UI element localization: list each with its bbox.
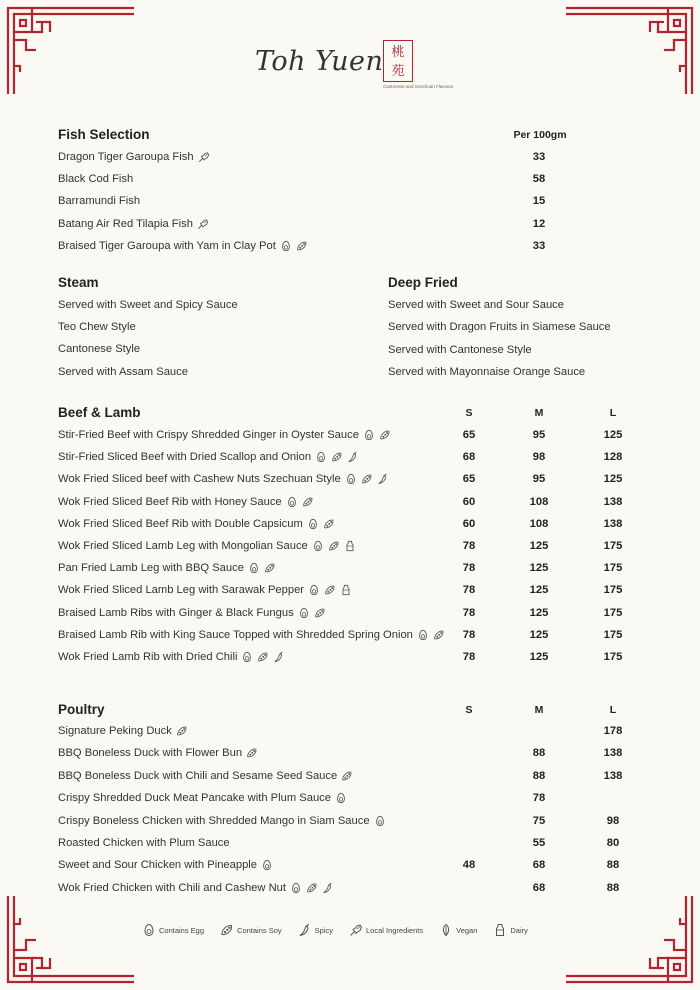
price-medium: 88	[532, 770, 546, 782]
dish-name-cell	[58, 540, 356, 552]
beef-row	[58, 629, 648, 651]
dish-name-cell	[58, 496, 314, 508]
price-large: 138	[603, 770, 623, 782]
egg-icon	[142, 923, 156, 937]
price-medium: 75	[532, 815, 546, 827]
legend-label: Contains Soy	[237, 925, 282, 935]
corner-ornament-top-left	[6, 6, 136, 96]
soy-icon	[379, 429, 391, 441]
dish-name: Wok Fried Lamb Rib with Dried Chili	[58, 651, 238, 663]
soy-icon	[257, 651, 269, 663]
egg-icon	[241, 651, 253, 663]
egg-icon	[290, 882, 302, 894]
legend-item	[493, 923, 528, 937]
dish-name: Signature Peking Duck	[58, 725, 172, 737]
beef-row	[58, 518, 648, 540]
price-per-100g: 33	[532, 151, 546, 163]
dish-name: Wok Fried Sliced Beef Rib with Honey Sauce	[58, 496, 282, 508]
soy-icon	[302, 496, 314, 508]
dish-name: Wok Fried Chicken with Chili and Cashew Nut	[58, 882, 286, 894]
price-small: 78	[462, 629, 476, 641]
legend-item	[298, 923, 333, 937]
price-medium: 95	[532, 473, 546, 485]
dish-name: Barramundi Fish	[58, 195, 141, 207]
poultry-header-m: M	[534, 704, 544, 716]
price-medium: 125	[529, 562, 549, 574]
section-title-poultry: Poultry	[58, 702, 105, 717]
price-per-100g: 15	[532, 195, 546, 207]
dish-name-cell	[58, 837, 230, 849]
dairy-icon	[493, 923, 507, 937]
beef-row	[58, 496, 648, 518]
brand-logo	[255, 40, 454, 98]
price-large: 80	[606, 837, 620, 849]
soy-icon	[220, 923, 234, 937]
dish-name-cell	[58, 195, 140, 207]
poultry-row	[58, 792, 648, 814]
section-title-deep-fried: Deep Fried	[388, 275, 458, 290]
beef-header-l: L	[609, 407, 617, 419]
soy-icon	[324, 584, 336, 596]
price-small: 78	[462, 651, 476, 663]
price-small: 78	[462, 607, 476, 619]
poultry-row	[58, 882, 648, 904]
corner-ornament-bottom-right	[564, 894, 694, 984]
egg-icon	[307, 518, 319, 530]
dish-name-cell	[58, 240, 308, 252]
price-large: 125	[603, 429, 623, 441]
dish-name: Wok Fried Sliced Lamb Leg with Sarawak Pepper	[58, 584, 305, 596]
price-large: 175	[603, 629, 623, 641]
beef-row	[58, 562, 648, 584]
price-large: 128	[603, 451, 623, 463]
fish-price-header: Per 100gm	[513, 129, 567, 141]
spicy-icon	[322, 882, 334, 894]
price-small: 78	[462, 540, 476, 552]
dish-name: Dragon Tiger Garoupa Fish	[58, 151, 194, 163]
soy-icon	[264, 562, 276, 574]
egg-icon	[308, 584, 320, 596]
price-medium: 98	[532, 451, 546, 463]
price-large: 138	[603, 747, 623, 759]
price-small: 65	[462, 473, 476, 485]
dairy-icon	[340, 584, 352, 596]
poultry-header-s: S	[465, 704, 473, 716]
egg-icon	[286, 496, 298, 508]
spicy-icon	[298, 923, 312, 937]
price-large: 98	[606, 815, 620, 827]
seal-char-2: 苑	[391, 63, 405, 78]
dish-name: Braised Tiger Garoupa with Yam in Clay Pot	[58, 240, 276, 252]
poultry-row	[58, 859, 648, 881]
spicy-icon	[347, 451, 359, 463]
dish-name-cell	[58, 584, 352, 596]
price-small: 78	[462, 584, 476, 596]
dish-name: Sweet and Sour Chicken with Pineapple	[58, 859, 258, 871]
price-large: 88	[606, 882, 620, 894]
price-per-100g: 33	[532, 240, 546, 252]
price-small: 60	[462, 496, 476, 508]
legend-label: Contains Egg	[159, 925, 205, 935]
dish-name: Wok Fried Sliced Lamb Leg with Mongolian Sauce	[58, 540, 308, 552]
beef-row	[58, 584, 648, 606]
brand-name: Toh Yuen	[255, 46, 384, 77]
dish-name: Batang Air Red Tilapia Fish	[58, 218, 193, 230]
price-medium: 125	[529, 607, 549, 619]
dish-name-cell	[58, 651, 285, 663]
dish-name-cell	[58, 218, 209, 230]
beef-row	[58, 540, 648, 562]
egg-icon	[374, 815, 386, 827]
fish-row	[58, 218, 648, 240]
local-icon	[197, 218, 209, 230]
dish-name: Pan Fried Lamb Leg with BBQ Sauce	[58, 562, 244, 574]
price-medium: 108	[529, 518, 549, 530]
dish-name: BBQ Boneless Duck with Flower Bun	[58, 747, 243, 759]
soy-icon	[328, 540, 340, 552]
price-medium: 78	[532, 792, 546, 804]
deep-fried-item: Served with Cantonese Style	[388, 344, 532, 356]
dish-name-cell	[58, 882, 334, 894]
dish-name: Wok Fried Sliced beef with Cashew Nuts Szechuan Style	[58, 473, 341, 485]
price-small: 48	[462, 859, 476, 871]
seal-char-1: 桃	[391, 44, 405, 59]
soy-icon	[296, 240, 308, 252]
price-per-100g: 12	[532, 218, 546, 230]
dish-name: Black Cod Fish	[58, 173, 134, 185]
dish-name-cell	[58, 429, 391, 441]
soy-icon	[331, 451, 343, 463]
egg-icon	[298, 607, 310, 619]
spicy-icon	[377, 473, 389, 485]
soy-icon	[314, 607, 326, 619]
price-small: 68	[462, 451, 476, 463]
dairy-icon	[344, 540, 356, 552]
price-large: 175	[603, 540, 623, 552]
legend-item	[142, 923, 204, 937]
brand-seal	[383, 40, 413, 82]
vegan-icon	[439, 923, 453, 937]
dish-name: Crispy Boneless Chicken with Shredded Mango in Siam Sauce	[58, 815, 370, 827]
dish-name-cell	[58, 173, 133, 185]
beef-row	[58, 429, 648, 451]
price-medium: 125	[529, 629, 549, 641]
dish-name-cell	[58, 451, 359, 463]
egg-icon	[261, 859, 273, 871]
price-medium: 55	[532, 837, 546, 849]
steam-item: Cantonese Style	[58, 343, 141, 355]
dish-name: Braised Lamb Ribs with Ginger & Black Fungus	[58, 607, 294, 619]
dish-name: Braised Lamb Rib with King Sauce Topped with Shredded Spring Onion	[58, 629, 413, 641]
beef-row	[58, 651, 648, 673]
deep-fried-item: Served with Mayonnaise Orange Sauce	[388, 366, 586, 378]
price-large: 138	[603, 496, 623, 508]
soy-icon	[361, 473, 373, 485]
egg-icon	[345, 473, 357, 485]
allergen-legend	[142, 920, 582, 940]
price-medium: 95	[532, 429, 546, 441]
poultry-row	[58, 725, 648, 747]
local-icon	[198, 151, 210, 163]
dish-name-cell	[58, 629, 445, 641]
price-large: 175	[603, 651, 623, 663]
egg-icon	[335, 792, 347, 804]
deep-fried-item: Served with Dragon Fruits in Siamese Sauce	[388, 321, 611, 333]
legend-item	[220, 923, 282, 937]
spicy-icon	[273, 651, 285, 663]
price-small: 60	[462, 518, 476, 530]
section-title-beef-lamb: Beef & Lamb	[58, 405, 141, 420]
beef-row	[58, 473, 648, 495]
legend-label: Dairy	[510, 925, 528, 935]
soy-icon	[246, 747, 258, 759]
price-small: 65	[462, 429, 476, 441]
price-large: 175	[603, 607, 623, 619]
egg-icon	[417, 629, 429, 641]
price-medium: 88	[532, 747, 546, 759]
beef-header-s: S	[465, 407, 473, 419]
fish-row	[58, 195, 648, 217]
price-per-100g: 58	[532, 173, 546, 185]
section-title-fish: Fish Selection	[58, 127, 150, 142]
legend-item	[439, 923, 477, 937]
poultry-row	[58, 837, 648, 859]
fish-row	[58, 240, 648, 262]
price-large: 125	[603, 473, 623, 485]
price-medium: 68	[532, 882, 546, 894]
legend-label: Local Ingredients	[365, 925, 424, 935]
soy-icon	[341, 770, 353, 782]
price-large: 88	[606, 859, 620, 871]
section-title-steam: Steam	[58, 275, 99, 290]
deep-fried-item: Served with Sweet and Sour Sauce	[388, 299, 564, 311]
beef-header-m: M	[534, 407, 544, 419]
price-small: 78	[462, 562, 476, 574]
price-medium: 68	[532, 859, 546, 871]
egg-icon	[248, 562, 260, 574]
dish-name-cell	[58, 562, 276, 574]
local-icon	[349, 923, 363, 937]
egg-icon	[312, 540, 324, 552]
dish-name-cell	[58, 859, 273, 871]
dish-name-cell	[58, 607, 326, 619]
poultry-header-l: L	[609, 704, 617, 716]
steam-item: Served with Assam Sauce	[58, 366, 188, 378]
beef-row	[58, 607, 648, 629]
corner-ornament-top-right	[564, 6, 694, 96]
beef-row	[58, 451, 648, 473]
price-medium: 108	[529, 496, 549, 508]
dish-name-cell	[58, 725, 188, 737]
soy-icon	[306, 882, 318, 894]
legend-label: Spicy	[314, 925, 333, 935]
dish-name: BBQ Boneless Duck with Chili and Sesame Seed Sauce	[58, 770, 338, 782]
steam-item: Teo Chew Style	[58, 321, 136, 333]
dish-name: Crispy Shredded Duck Meat Pancake with Plum Sauce	[58, 792, 331, 804]
dish-name: Stir-Fried Beef with Crispy Shredded Ginger in Oyster Sauce	[58, 429, 359, 441]
steam-item: Served with Sweet and Spicy Sauce	[58, 299, 238, 311]
brand-tagline: Cantonese and Szechuan Flavours	[383, 84, 454, 89]
price-large: 138	[603, 518, 623, 530]
corner-ornament-bottom-left	[6, 894, 136, 984]
egg-icon	[363, 429, 375, 441]
price-large: 175	[603, 562, 623, 574]
fish-row	[58, 173, 648, 195]
price-medium: 125	[529, 540, 549, 552]
dish-name: Wok Fried Sliced Beef Rib with Double Capsicum	[58, 518, 303, 530]
poultry-row	[58, 747, 648, 769]
price-large: 175	[603, 584, 623, 596]
fish-row	[58, 151, 648, 173]
egg-icon	[315, 451, 327, 463]
dish-name: Stir-Fried Sliced Beef with Dried Scallop and Onion	[58, 451, 312, 463]
poultry-row	[58, 815, 648, 837]
price-large: 178	[603, 725, 623, 737]
soy-icon	[176, 725, 188, 737]
dish-name-cell	[58, 770, 353, 782]
dish-name-cell	[58, 792, 347, 804]
price-medium: 125	[529, 584, 549, 596]
legend-item	[349, 923, 423, 937]
dish-name-cell	[58, 151, 210, 163]
poultry-row	[58, 770, 648, 792]
egg-icon	[280, 240, 292, 252]
dish-name-cell	[58, 473, 389, 485]
dish-name: Roasted Chicken with Plum Sauce	[58, 837, 230, 849]
dish-name-cell	[58, 518, 335, 530]
legend-label: Vegan	[456, 925, 478, 935]
soy-icon	[323, 518, 335, 530]
price-medium: 125	[529, 651, 549, 663]
dish-name-cell	[58, 747, 258, 759]
dish-name-cell	[58, 815, 386, 827]
